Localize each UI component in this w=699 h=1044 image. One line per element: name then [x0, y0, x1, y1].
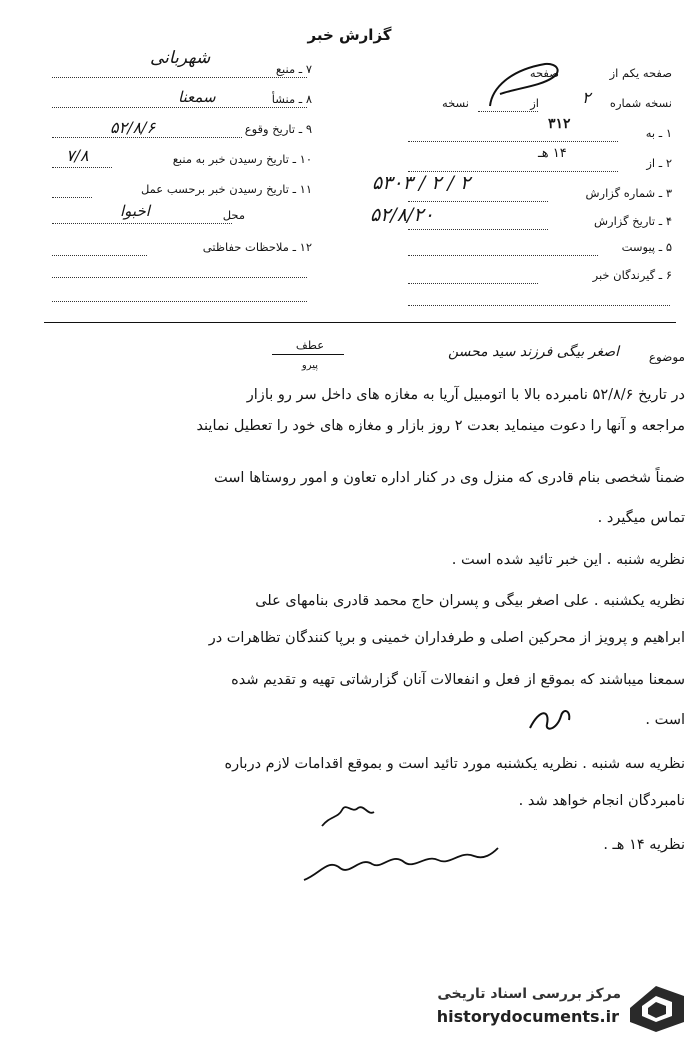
field-recipients-label: ۶ ـ گیرندگان خبر — [592, 268, 672, 282]
field-copy-label: نسخه شماره — [609, 96, 672, 110]
body-line: در تاریخ ۵۲/۸/۶ نامبرده بالا با اتومبیل آریا به مغازه های داخل سر رو بازار — [246, 387, 685, 403]
subject-value: اصغر بیگی فرزند سید محسن — [448, 344, 619, 360]
watermark-site: historydocuments.ir — [436, 1007, 619, 1026]
field-page-label: صفحه یکم از — [609, 66, 672, 80]
subject-followup-label: پیرو — [301, 360, 319, 371]
body-line: مراجعه و آنها را دعوت مینماید بعدت ۲ روز بازار و مغازه های خود را تعطیل نمایند — [196, 418, 685, 434]
body-line: سمعنا میباشند که بموقع از فعل و انفعالات آنان گزارشاتی تهیه و تقدیم شده — [231, 672, 685, 688]
field-copy-value: ۲ — [582, 88, 591, 107]
field-from-value: ۱۴ هـ — [538, 146, 567, 161]
body-line: نظریه شنبه . این خبر تائید شده است . — [451, 552, 685, 568]
field-report-date-label: ۴ ـ تاریخ گزارش — [593, 214, 672, 228]
field-origin-label: ۸ ـ منشأ — [271, 92, 312, 106]
body-line: نظریه یکشنبه . علی اصغر بیگی و پسران حاج محمد قادری بنامهای علی — [255, 593, 685, 609]
field-recipients-line — [408, 282, 538, 284]
subject-ref-divider — [272, 354, 344, 355]
subject-label: موضوع — [648, 350, 685, 364]
field-received-operational-line — [52, 196, 92, 198]
field-origin-value: سمعنا — [178, 88, 216, 106]
field-location-value: اخبوا — [120, 202, 150, 220]
field-received-by-source-label: ۱۰ ـ تاریخ رسیدن خبر به منبع — [172, 152, 312, 166]
body-line: نامبردگان انجام خواهد شد . — [518, 793, 685, 809]
field-report-number-line — [408, 200, 548, 202]
field-attachment-label: ۵ ـ پیوست — [621, 240, 672, 254]
field-recipients-line-2 — [408, 304, 670, 306]
signature-scrawl — [300, 838, 500, 890]
watermark-org: مرکز بررسی اسناد تاریخی — [437, 986, 621, 1002]
field-to-value: ۳۱۲ — [548, 116, 571, 132]
field-security-notes-label: ۱۲ ـ ملاحظات حفاظتی — [202, 240, 312, 254]
body-line: نظریه ۱۴ هـ . — [603, 837, 685, 853]
field-location-line — [52, 222, 232, 224]
field-received-operational-label: ۱۱ ـ تاریخ رسیدن خبر برحسب عمل — [140, 182, 312, 196]
signature-initial-2 — [318, 796, 378, 836]
field-copy-line — [478, 110, 538, 112]
field-origin-line — [52, 106, 307, 108]
field-to-line — [408, 140, 618, 142]
field-report-date-line — [408, 228, 548, 230]
field-occurrence-date-value: ۵۲/۸/۶ — [110, 118, 156, 137]
field-security-notes-line-1 — [52, 254, 147, 256]
field-copy-of-label: از — [530, 96, 539, 110]
field-report-number-value: ۵۳۰۳ / ۲ / ۲ — [372, 172, 471, 194]
body-line: ضمناً شخصی بنام قادری که منزل وی در کنار اداره تعاون و امور روستاها است — [214, 470, 685, 486]
field-source-value: شهربانی — [150, 48, 211, 68]
field-from-label: ۲ ـ از — [646, 156, 672, 170]
watermark-logo-icon — [626, 982, 688, 1034]
field-security-notes-line-2 — [52, 276, 307, 278]
field-location-label: محل — [222, 208, 245, 222]
report-title: گزارش خبر — [307, 26, 392, 44]
field-attachment-line — [408, 254, 598, 256]
header-separator — [44, 322, 676, 323]
field-source-label: ۷ ـ منبع — [275, 62, 312, 76]
field-source-line — [52, 76, 307, 78]
body-line: است . — [645, 712, 685, 728]
field-to-label: ۱ ـ به — [645, 126, 672, 140]
field-received-by-source-value: ۷/۸ — [66, 146, 89, 165]
body-line: تماس میگیرد . — [597, 510, 685, 526]
subject-ref-label: عطف — [295, 338, 325, 352]
signature-initial-1 — [525, 700, 575, 740]
field-received-by-source-line — [52, 166, 112, 168]
field-page-label-2: صفحه — [529, 66, 559, 80]
field-occurrence-date-label: ۹ ـ تاریخ وقوع — [244, 122, 312, 136]
body-line: ابراهیم و پرویز از محرکین اصلی و طرفداران خمینی و برپا کنندگان تظاهرات در — [208, 630, 685, 646]
body-line: نظریه سه شنبه . نظریه یکشنبه مورد تائید است و بموقع اقدامات لازم درباره — [224, 756, 685, 772]
field-report-date-value: ۵۲/۸/۲۰ — [370, 204, 434, 226]
field-security-notes-line-3 — [52, 300, 307, 302]
field-report-number-label: ۳ ـ شماره گزارش — [585, 186, 672, 200]
field-copy-suffix-label: نسخه — [441, 96, 469, 110]
